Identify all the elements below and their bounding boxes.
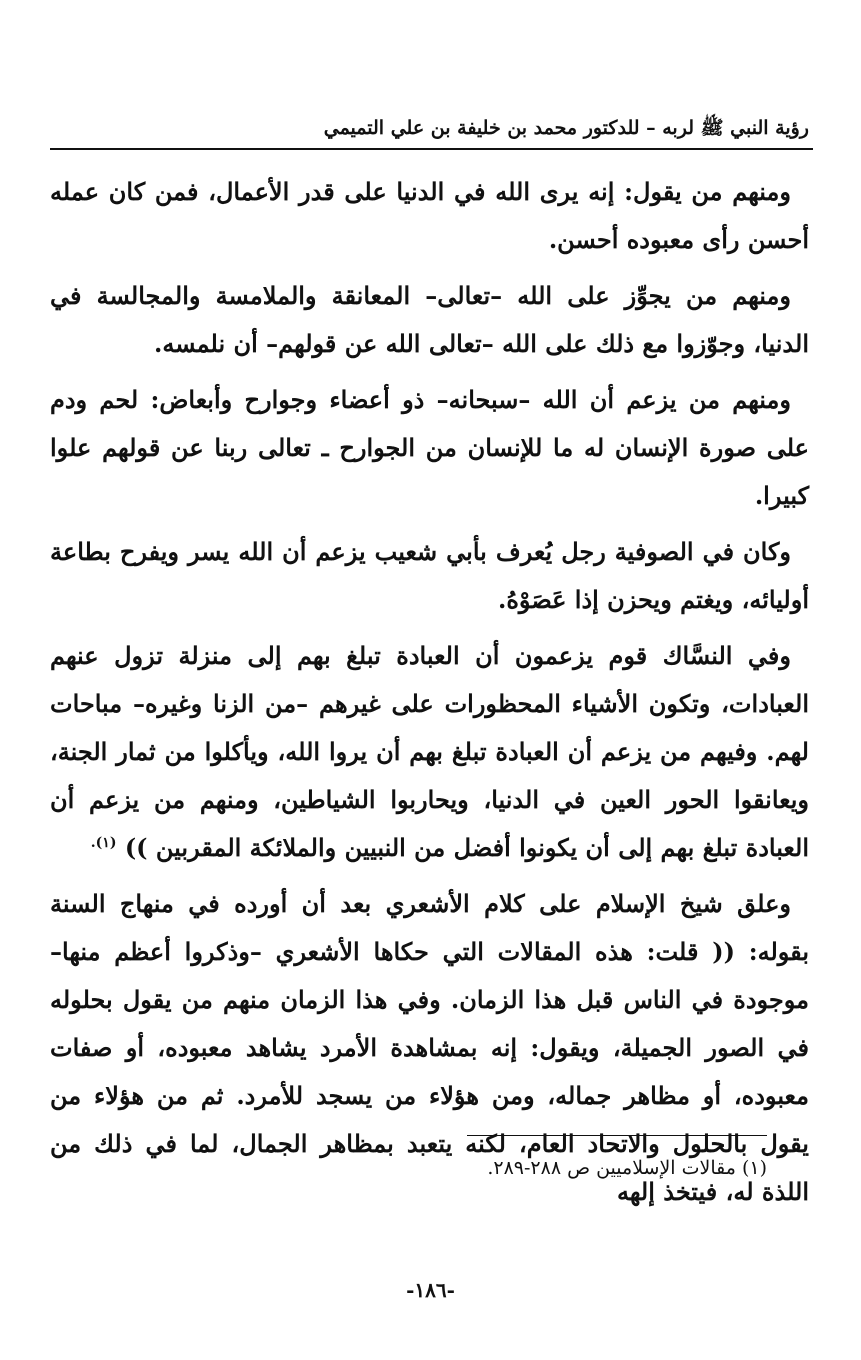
paragraph: وعلق شيخ الإسلام على كلام الأشعري بعد أن أورده في منهاج السنة بقوله: (( قلت: هذه المقالات التي حكاها الأشعري –وذكروا أعظم منها– موجودة في الناس قبل هذا الزمان. وفي هذا الزمان منهم من يقول بحلوله في الصور الجميلة، ويقول: إنه بمشاهدة الأمرد يشاهد معبوده، أو صفات معبوده، أو مظاهر جماله، ومن هؤلاء من يسجد للأمرد. ثم من هؤلاء من يقول بالحلول والاتحاد العام، لكنه يتعبد بمظاهر الجمال، لما في ذلك من اللذة له، فيتخذ إلهه bbox=[50, 889, 809, 1206]
running-header: رؤية النبي ﷺ لربه – للدكتور محمد بن خليفة بن علي التميمي bbox=[323, 117, 809, 139]
paragraph: ومنهم من يقول: إنه يرى الله في الدنيا على قدر الأعمال، فمن كان عمله أحسن رأى معبوده أحسن. bbox=[50, 177, 809, 254]
header-rule bbox=[50, 148, 813, 150]
page-number: -١٨٦- bbox=[406, 1278, 455, 1302]
main-text bbox=[50, 168, 809, 1224]
paragraph-text: وفي النسَّاك قوم يزعمون أن العبادة تبلغ بهم إلى منزلة تزول عنهم العبادات، وتكون الأشياء المحظورات على غيرهم –من الزنا وغيره– مباحات لهم. وفيهم من يزعم أن العبادة تبلغ بهم أن يروا الله، ويأكلوا من ثمار الجنة، ويعانقوا الحور العين في الدنيا، ويحاربوا الشياطين، ومنهم من يزعم أن العبادة تبلغ بهم إلى أن يكونوا أفضل من النبيين والملائكة المقربين )) bbox=[50, 641, 809, 862]
footnote-separator bbox=[467, 1135, 767, 1136]
footnote: (١) مقالات الإسلاميين ص ٢٨٨-٢٨٩. bbox=[487, 1157, 767, 1179]
paragraph: ومنهم من يزعم أن الله –سبحانه– ذو أعضاء وجوارح وأبعاض: لحم ودم على صورة الإنسان له ما للإنسان من الجوارح ـ تعالى ربنا عن قولهم علوا كبيرا. bbox=[50, 385, 809, 510]
footnote-reference: (١). bbox=[90, 835, 117, 851]
paragraph: ومنهم من يجوِّز على الله –تعالى– المعانقة والملامسة والمجالسة في الدنيا، وجوّزوا مع ذلك على الله –تعالى الله عن قولهم– أن نلمسه. bbox=[50, 281, 809, 358]
paragraph: وكان في الصوفية رجل يُعرف بأبي شعيب يزعم أن الله يسر ويفرح بطاعة أوليائه، ويغتم ويحزن إذا عَصَوْهُ. bbox=[50, 537, 809, 614]
paragraph-with-note bbox=[50, 632, 809, 872]
